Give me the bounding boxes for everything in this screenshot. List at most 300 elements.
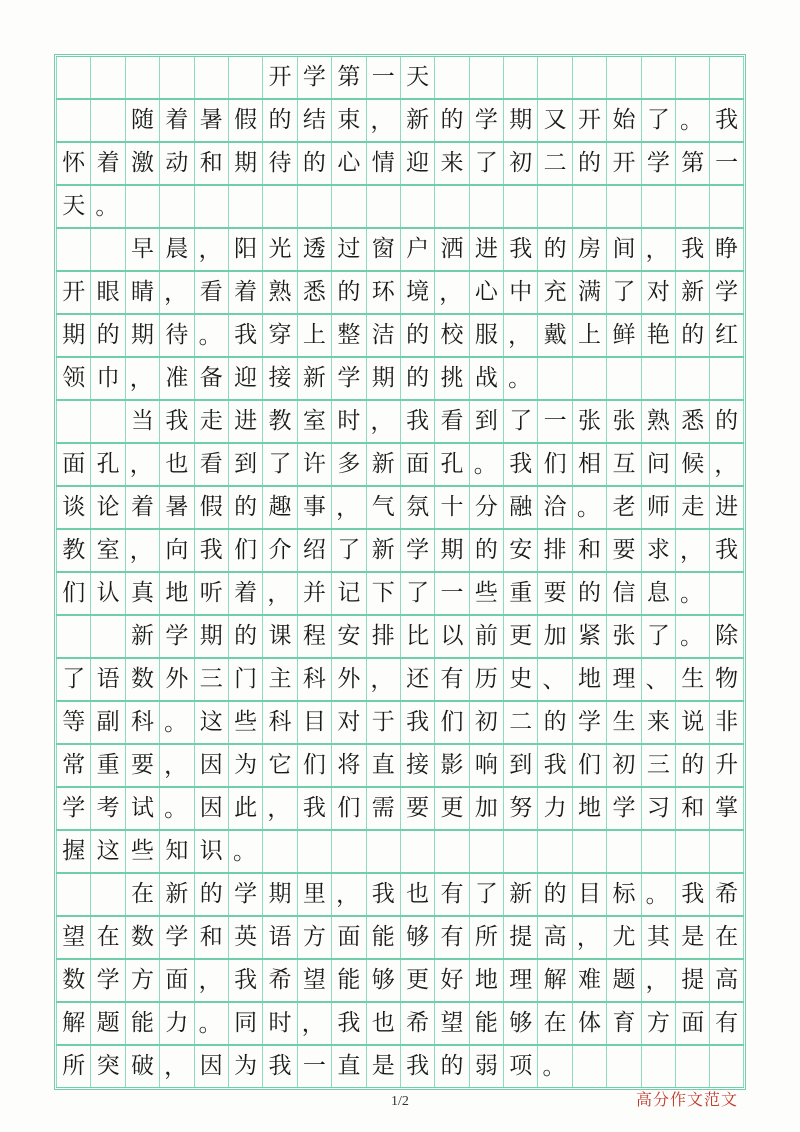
essay-char: 生 [606,702,640,743]
essay-char: 备 [194,358,228,399]
essay-char: 开 [56,272,90,313]
essay-char: 面 [56,444,90,485]
essay-char: 希 [709,874,743,915]
grid-cell [641,358,675,399]
essay-char: 门 [228,659,262,700]
essay-char: 此 [228,788,262,829]
essay-char: 又 [537,100,571,141]
essay-char: 房 [572,229,606,270]
grid-cell [709,358,743,399]
essay-char: 到 [469,401,503,442]
grid-row [56,443,744,486]
essay-char: 了 [469,143,503,184]
essay-char: 解 [56,1003,90,1044]
essay-char: 、 [641,659,675,700]
essay-char: 走 [194,401,228,442]
grid-cell [194,57,228,98]
essay-char: 看 [194,272,228,313]
essay-char: 我 [366,874,400,915]
essay-char: 前 [469,616,503,657]
essay-char: 。 [194,1003,228,1044]
essay-char: 迎 [400,143,434,184]
essay-char: 十 [434,487,468,528]
essay-char: 着 [228,573,262,614]
essay-char: 握 [56,831,90,872]
essay-char: 下 [366,573,400,614]
grid-cell [641,186,675,227]
essay-char: 些 [228,702,262,743]
essay-char: 突 [90,1046,124,1087]
grid-row [56,400,744,443]
essay-char: 习 [641,788,675,829]
essay-char: 因 [194,1046,228,1087]
essay-char: 戴 [537,315,571,356]
essay-char: 科 [125,702,159,743]
essay-char: 初 [469,702,503,743]
essay-char: 谈 [56,487,90,528]
grid-cell [90,229,124,270]
essay-char: 接 [400,745,434,786]
essay-char: 初 [503,143,537,184]
essay-char: 对 [641,272,675,313]
essay-char: 要 [537,573,571,614]
essay-char: 将 [331,745,365,786]
grid-row [56,314,744,357]
essay-char: 熟 [641,401,675,442]
grid-cell [228,57,262,98]
grid-cell [641,831,675,872]
essay-char: 是 [366,1046,400,1087]
essay-char: 学 [56,788,90,829]
essay-char: 高 [709,960,743,1001]
essay-char: 初 [606,745,640,786]
essay-char: 努 [503,788,537,829]
essay-char: 着 [228,272,262,313]
essay-char: 上 [572,315,606,356]
essay-char: 趣 [262,487,296,528]
grid-cell [90,616,124,657]
essay-char: 在 [537,1003,571,1044]
essay-char: 和 [572,530,606,571]
essay-char: 体 [572,1003,606,1044]
grid-cell [572,57,606,98]
essay-char: 有 [434,917,468,958]
essay-char: 够 [400,917,434,958]
essay-char: 高 [537,917,571,958]
grid-cell [366,831,400,872]
essay-char: 鲜 [606,315,640,356]
essay-char: 望 [56,917,90,958]
grid-cell [572,358,606,399]
essay-char: ， [331,874,365,915]
essay-char: 科 [297,659,331,700]
essay-char: 数 [56,960,90,1001]
essay-char: 能 [125,1003,159,1044]
essay-char: 的 [194,874,228,915]
grid-cell [675,186,709,227]
essay-char: ， [297,1003,331,1044]
essay-char: 听 [194,573,228,614]
essay-char: 巾 [90,358,124,399]
essay-char: 的 [572,143,606,184]
grid-row [56,142,744,185]
grid-cell [709,186,743,227]
essay-char: 论 [90,487,124,528]
essay-char: 、 [537,659,571,700]
essay-char: 开 [606,143,640,184]
essay-char: 直 [366,745,400,786]
essay-char: 能 [469,1003,503,1044]
essay-char: 学 [228,874,262,915]
essay-char: 了 [606,272,640,313]
essay-char: 看 [194,444,228,485]
essay-char: 课 [262,616,296,657]
grid-cell [159,186,193,227]
essay-char: 心 [331,143,365,184]
essay-char: 。 [469,444,503,485]
grid-cell [641,1046,675,1087]
essay-char: 我 [675,229,709,270]
essay-char: 学 [709,272,743,313]
essay-char: 一 [709,143,743,184]
grid-row [56,486,744,529]
essay-char: 。 [572,487,606,528]
grid-cell [572,831,606,872]
essay-char: 环 [366,272,400,313]
grid-cell [675,1046,709,1087]
grid-cell [434,186,468,227]
grid-row [56,959,744,1002]
essay-char: 数 [125,659,159,700]
essay-char: 能 [366,917,400,958]
grid-cell [709,57,743,98]
essay-char: 需 [366,788,400,829]
essay-char: 面 [675,1003,709,1044]
essay-char: 向 [159,530,193,571]
essay-char: 们 [228,530,262,571]
essay-char: 我 [331,1003,365,1044]
essay-char: 师 [641,487,675,528]
essay-char: 重 [90,745,124,786]
grid-cell [331,831,365,872]
essay-char: 学 [400,530,434,571]
essay-char: 这 [90,831,124,872]
title-char: 一 [366,57,400,98]
essay-char: 了 [469,874,503,915]
essay-char: 够 [366,960,400,1001]
essay-char: 尤 [606,917,640,958]
essay-char: 结 [297,100,331,141]
essay-char: 安 [503,530,537,571]
manuscript-grid [56,56,744,1088]
essay-char: ， [366,659,400,700]
essay-char: 。 [159,702,193,743]
grid-cell [56,100,90,141]
essay-char: 。 [159,788,193,829]
essay-char: 一 [434,573,468,614]
grid-cell [159,57,193,98]
essay-char: 方 [125,960,159,1001]
essay-char: 随 [125,100,159,141]
essay-char: ， [366,100,400,141]
grid-row [56,744,744,787]
essay-char: 着 [125,487,159,528]
essay-char: 学 [159,917,193,958]
essay-char: 时 [262,1003,296,1044]
essay-char: 识 [194,831,228,872]
grid-row [56,529,744,572]
essay-char: 们 [56,573,90,614]
essay-char: 方 [641,1003,675,1044]
essay-char: 们 [537,444,571,485]
grid-row [56,572,744,615]
essay-char: 排 [537,530,571,571]
grid-cell [434,831,468,872]
essay-char: 期 [56,315,90,356]
essay-char: 接 [262,358,296,399]
essay-char: 始 [606,100,640,141]
essay-char: 排 [366,616,400,657]
essay-char: 响 [469,745,503,786]
grid-cell [503,831,537,872]
essay-char: 期 [228,143,262,184]
essay-char: 史 [503,659,537,700]
essay-char: ， [675,530,709,571]
essay-char: 力 [537,788,571,829]
essay-char: 新 [400,100,434,141]
grid-cell [641,57,675,98]
essay-char: 外 [331,659,365,700]
essay-char: 的 [90,315,124,356]
title-char: 开 [262,57,296,98]
essay-char: 们 [572,745,606,786]
essay-char: 候 [675,444,709,485]
essay-char: 息 [641,573,675,614]
essay-char: 加 [469,788,503,829]
essay-char: 些 [125,831,159,872]
essay-char: 孔 [90,444,124,485]
essay-char: 看 [434,401,468,442]
grid-row [56,658,744,701]
grid-cell [606,1046,640,1087]
essay-char: 洒 [434,229,468,270]
essay-char: 新 [159,874,193,915]
essay-char: 直 [331,1046,365,1087]
essay-char: 待 [262,143,296,184]
essay-char: 三 [194,659,228,700]
grid-cell [56,57,90,98]
essay-char: 的 [434,1046,468,1087]
essay-char: 学 [641,143,675,184]
grid-cell [90,401,124,442]
essay-char: 天 [56,186,90,227]
essay-char: 晨 [159,229,193,270]
grid-cell [709,573,743,614]
essay-char: 掌 [709,788,743,829]
essay-char: 为 [228,1046,262,1087]
grid-row [56,271,744,314]
essay-char: 的 [537,229,571,270]
essay-char: 方 [297,917,331,958]
essay-char: 的 [228,616,262,657]
essay-char: ， [709,444,743,485]
essay-char: 教 [262,401,296,442]
grid-cell [537,186,571,227]
essay-char: 于 [366,702,400,743]
essay-char: 数 [125,917,159,958]
essay-char: 等 [56,702,90,743]
grid-cell [331,186,365,227]
essay-char: 气 [366,487,400,528]
essay-char: 迎 [228,358,262,399]
essay-char: 的 [331,272,365,313]
grid-cell [434,57,468,98]
grid-row [56,916,744,959]
essay-char: 。 [194,315,228,356]
grid-cell [709,1046,743,1087]
essay-char: 激 [125,143,159,184]
essay-char: 常 [56,745,90,786]
essay-char: 间 [606,229,640,270]
essay-char: 。 [675,616,709,657]
essay-char: 张 [572,401,606,442]
grid-cell [228,186,262,227]
essay-char: 介 [262,530,296,571]
essay-char: 影 [434,745,468,786]
essay-char: 期 [503,100,537,141]
essay-char: 提 [503,917,537,958]
essay-char: ， [641,960,675,1001]
essay-char: 进 [228,401,262,442]
grid-cell [194,186,228,227]
essay-char: 比 [400,616,434,657]
essay-char: 战 [469,358,503,399]
essay-char: 些 [469,573,503,614]
grid-cell [125,186,159,227]
essay-char: 我 [709,530,743,571]
essay-char: 老 [606,487,640,528]
grid-cell [297,831,331,872]
essay-char: 因 [194,788,228,829]
essay-char: 了 [56,659,90,700]
essay-char: 光 [262,229,296,270]
essay-char: ， [194,229,228,270]
essay-char: 认 [90,573,124,614]
essay-char: 充 [537,272,571,313]
essay-char: 地 [469,960,503,1001]
essay-char: 目 [572,874,606,915]
essay-char: 也 [159,444,193,485]
essay-char: 题 [90,1003,124,1044]
essay-char: 穿 [262,315,296,356]
grid-cell [297,186,331,227]
essay-char: 加 [537,616,571,657]
essay-char: 好 [434,960,468,1001]
grid-cell [606,57,640,98]
essay-char: 项 [503,1046,537,1087]
essay-char: 到 [503,745,537,786]
essay-char: 并 [297,573,331,614]
essay-char: 孔 [434,444,468,485]
essay-char: 真 [125,573,159,614]
essay-char: 进 [469,229,503,270]
essay-char: 的 [469,530,503,571]
essay-char: 说 [675,702,709,743]
essay-char: 力 [159,1003,193,1044]
essay-char: 考 [90,788,124,829]
grid-cell [366,186,400,227]
essay-char: 的 [572,573,606,614]
essay-char: 题 [606,960,640,1001]
essay-char: 。 [675,573,709,614]
essay-char: 许 [297,444,331,485]
grid-cell [537,831,571,872]
essay-char: 面 [400,444,434,485]
essay-char: 领 [56,358,90,399]
essay-char: 语 [90,659,124,700]
grid-row [56,1002,744,1045]
essay-char: 了 [641,616,675,657]
essay-char: 境 [400,272,434,313]
grid-cell [675,57,709,98]
grid-cell [503,57,537,98]
essay-char: 过 [331,229,365,270]
essay-char: 我 [537,745,571,786]
essay-char: 它 [262,745,296,786]
essay-char: 我 [262,1046,296,1087]
essay-char: 绍 [297,530,331,571]
grid-cell [537,358,571,399]
essay-char: 副 [90,702,124,743]
essay-char: ， [366,401,400,442]
essay-char: 。 [537,1046,571,1087]
essay-char: 外 [159,659,193,700]
essay-char: 怀 [56,143,90,184]
essay-char: 程 [297,616,331,657]
essay-char: 期 [434,530,468,571]
essay-char: 。 [641,874,675,915]
essay-char: 有 [434,659,468,700]
essay-char: 有 [709,1003,743,1044]
essay-char: 我 [159,401,193,442]
essay-char: 我 [228,960,262,1001]
essay-char: 时 [331,401,365,442]
grid-cell [56,874,90,915]
essay-char: 来 [434,143,468,184]
essay-char: 们 [331,788,365,829]
essay-char: 假 [228,100,262,141]
essay-char: 以 [434,616,468,657]
essay-char: 科 [262,702,296,743]
essay-char: 地 [572,659,606,700]
essay-char: 紧 [572,616,606,657]
essay-char: 了 [262,444,296,485]
essay-char: 一 [297,1046,331,1087]
essay-char: 同 [228,1003,262,1044]
essay-char: 来 [641,702,675,743]
essay-char: 解 [537,960,571,1001]
grid-cell [125,57,159,98]
essay-char: 我 [400,1046,434,1087]
essay-char: 早 [125,229,159,270]
essay-char: 相 [572,444,606,485]
essay-char: 标 [606,874,640,915]
essay-char: ， [159,745,193,786]
essay-char: 我 [194,530,228,571]
essay-char: 我 [228,315,262,356]
essay-char: 阳 [228,229,262,270]
grid-row [56,701,744,744]
